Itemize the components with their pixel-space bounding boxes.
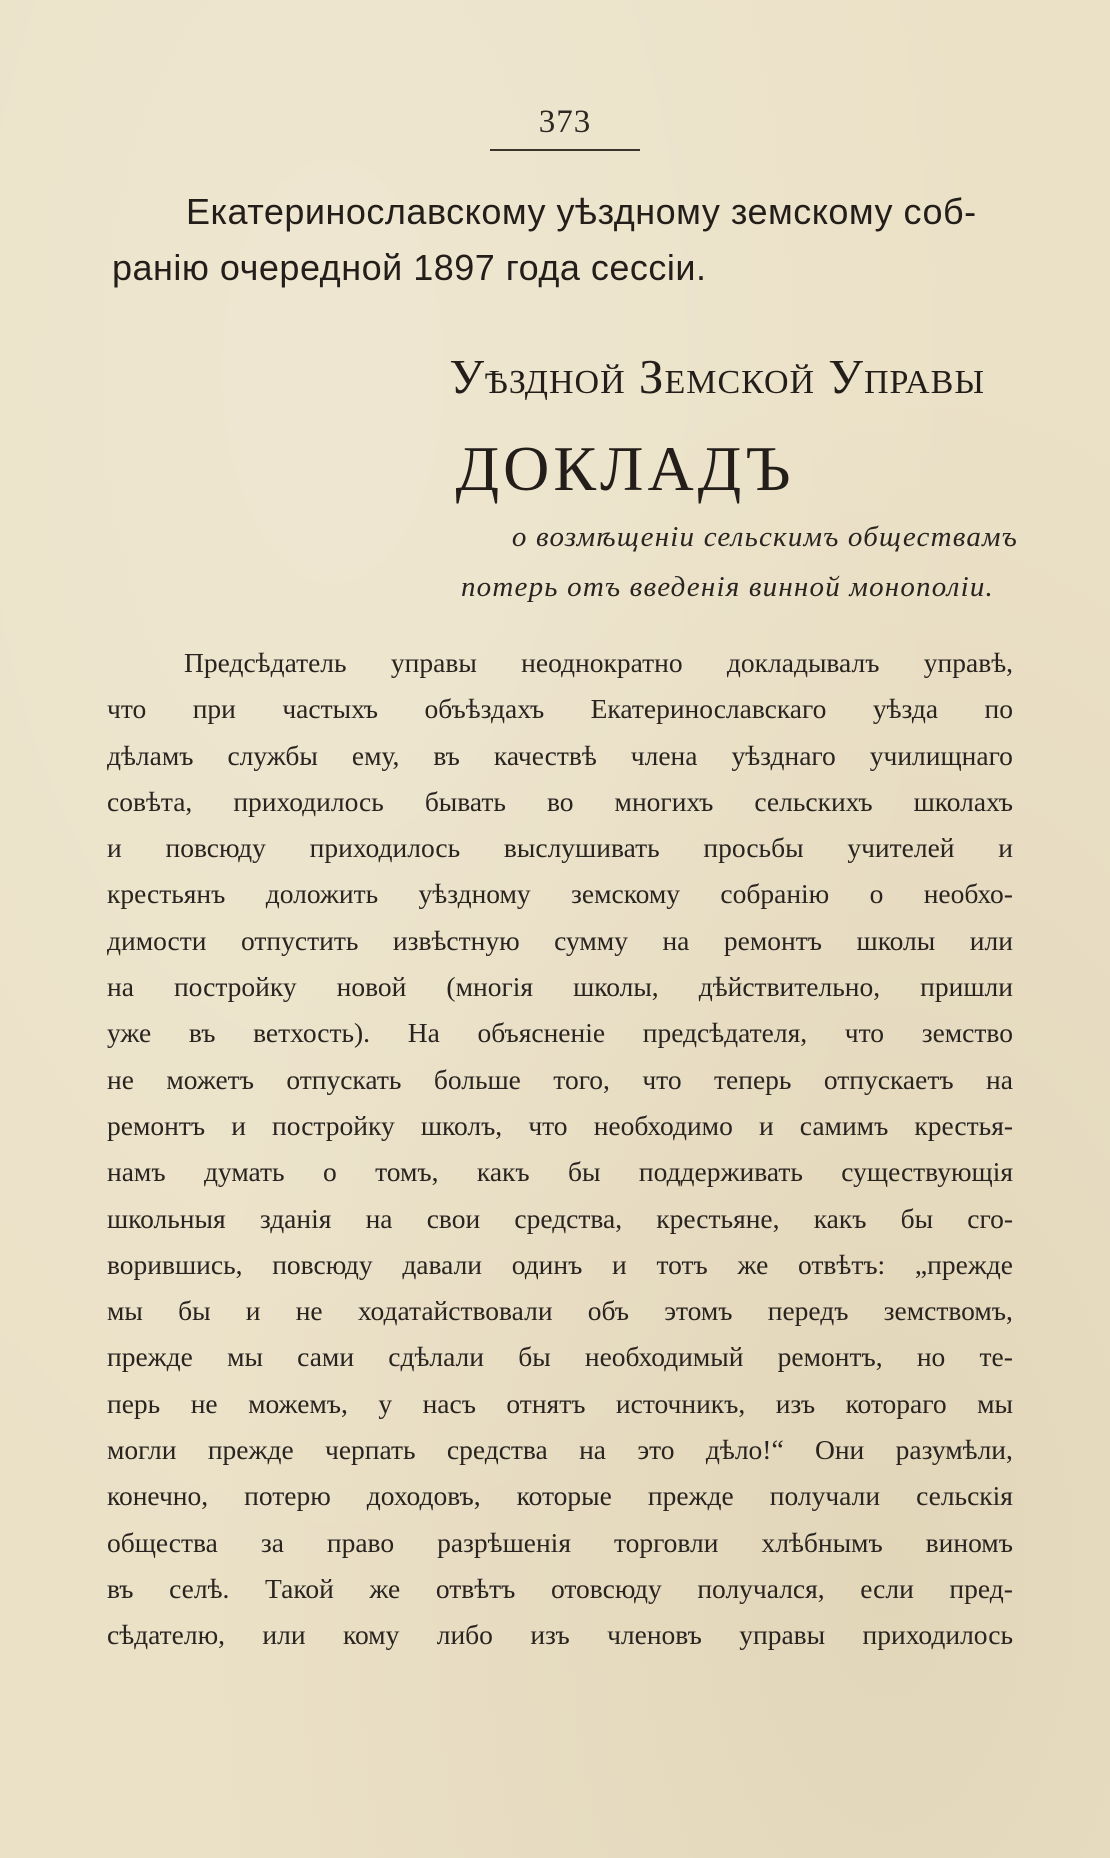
body-word: дѣло!“ [705, 1434, 784, 1466]
body-word: того, [553, 1063, 610, 1095]
body-word: крестья- [914, 1109, 1013, 1141]
body-text [107, 640, 1013, 1659]
body-word: этомъ [664, 1295, 733, 1327]
body-word: на [579, 1434, 607, 1466]
body-word: членовъ [607, 1619, 702, 1651]
body-word: же [369, 1572, 401, 1604]
body-word: постройку [173, 971, 297, 1003]
body-word: не [295, 1295, 323, 1327]
body-word: объ [587, 1295, 630, 1327]
body-word: прежде [107, 1341, 193, 1373]
body-word: отнятъ [506, 1387, 586, 1419]
body-word: бы [568, 1156, 601, 1188]
body-line [107, 1473, 1013, 1519]
body-word: новой [336, 971, 407, 1003]
body-word: собранію [720, 878, 830, 910]
body-word: отвѣтъ [435, 1572, 516, 1604]
body-word: за [260, 1526, 284, 1558]
body-word: доходовъ, [366, 1480, 481, 1512]
body-word: что [642, 1063, 682, 1095]
body-word: можемъ, [248, 1387, 348, 1419]
body-word: при [192, 693, 236, 725]
body-word: на [365, 1202, 393, 1234]
body-word: средства [446, 1434, 548, 1466]
body-word: дѣламъ [107, 739, 194, 771]
addressee-heading [112, 184, 1012, 296]
body-word: школъ, [420, 1109, 503, 1141]
body-word: во [546, 785, 574, 817]
body-word: источникъ, [615, 1387, 746, 1419]
body-word: земствомъ, [883, 1295, 1013, 1327]
body-word: школьныя [107, 1202, 226, 1234]
body-word: или [969, 924, 1013, 956]
body-word: и [998, 832, 1013, 864]
body-word: средства, [514, 1202, 623, 1234]
body-word: ремонтъ [723, 924, 822, 956]
body-word: зданія [259, 1202, 332, 1234]
body-word: котораго [845, 1387, 947, 1419]
body-word: школы [856, 924, 936, 956]
body-word: можетъ [166, 1063, 254, 1095]
body-line [107, 1149, 1013, 1195]
body-line [107, 1381, 1013, 1427]
body-line [107, 1242, 1013, 1288]
body-word: разрѣшенія [437, 1526, 571, 1558]
body-word: Предсѣдатель [184, 647, 347, 678]
subject-line-1: о возмѣщеніи сельскимъ обществамъ [511, 521, 1018, 553]
body-line [107, 1520, 1013, 1566]
body-word: хлѣбнымъ [761, 1526, 883, 1558]
body-word: на [662, 924, 690, 956]
body-line [107, 1057, 1013, 1103]
body-word: неоднократно [521, 647, 683, 678]
body-word: земство [921, 1017, 1013, 1049]
body-line [107, 1288, 1013, 1334]
body-line [107, 964, 1013, 1010]
body-word: многихъ [614, 785, 714, 817]
body-line [107, 640, 1013, 686]
body-word: получали [769, 1480, 881, 1512]
body-word: училищнаго [869, 739, 1013, 771]
body-line [107, 1010, 1013, 1056]
body-word: ремонтъ [107, 1109, 206, 1141]
body-word: частыхъ [282, 693, 379, 725]
body-word: „прежде [914, 1248, 1013, 1280]
body-word: если [860, 1572, 914, 1604]
body-word: управы [390, 647, 477, 678]
body-word: извѣстную [392, 924, 520, 956]
body-word: совѣта, [107, 785, 193, 817]
body-word: службы [227, 739, 318, 771]
body-word: докладывалъ [726, 647, 880, 678]
body-word: и [612, 1248, 627, 1280]
body-word: селѣ. [169, 1572, 230, 1604]
body-word: больше [433, 1063, 521, 1095]
body-word: крестьянъ [107, 878, 226, 910]
body-word: существующія [841, 1156, 1013, 1188]
body-word: приходилось [862, 1619, 1013, 1651]
body-word: и [245, 1295, 261, 1327]
body-word: приходилось [233, 785, 384, 817]
body-word: сельскихъ [754, 785, 873, 817]
body-word: право [326, 1526, 395, 1558]
body-word: На [407, 1017, 440, 1049]
body-word: тотъ [656, 1248, 708, 1280]
body-word: управѣ, [923, 647, 1013, 678]
body-word: насъ [422, 1387, 476, 1419]
body-word: изъ [775, 1387, 816, 1419]
body-word: изъ [530, 1619, 570, 1651]
body-word: ворившись, [107, 1248, 243, 1280]
body-word: виномъ [925, 1526, 1013, 1558]
body-word: одинъ [511, 1248, 583, 1280]
subject-line-2: потерь отъ введенія винной монополіи. [460, 571, 994, 603]
body-word: бывать [424, 785, 506, 817]
body-line [107, 1612, 1013, 1658]
body-line [107, 1427, 1013, 1473]
body-word: управы [739, 1619, 826, 1651]
body-line [107, 1103, 1013, 1149]
body-word: конечно, [107, 1480, 209, 1512]
body-word: (многія [446, 971, 534, 1003]
body-word: объясненіе [477, 1017, 606, 1049]
body-word: сами [297, 1341, 355, 1373]
body-word: что [528, 1109, 568, 1141]
body-line [107, 918, 1013, 964]
body-word: земскому [571, 878, 681, 910]
body-word: повсюду [165, 832, 266, 864]
body-word: перь [107, 1387, 161, 1419]
body-word: дѣйствительно, [698, 971, 881, 1003]
body-word: мы [227, 1341, 263, 1373]
body-word: и [758, 1109, 774, 1141]
body-word: и [231, 1109, 246, 1141]
body-word: мы [977, 1387, 1013, 1419]
body-word: постройку [272, 1109, 395, 1141]
body-word: же [737, 1248, 769, 1280]
body-word: объѣздахъ [424, 693, 545, 725]
body-line [107, 1334, 1013, 1380]
body-word: мы [107, 1295, 143, 1327]
body-word: либо [436, 1619, 493, 1651]
body-word: отпускать [286, 1063, 402, 1095]
body-word: отвѣтъ: [798, 1248, 886, 1280]
body-word: намъ [107, 1156, 166, 1188]
header-rule [490, 149, 640, 151]
body-word: Екатеринославскаго [590, 693, 827, 725]
body-word: разумѣли, [895, 1434, 1013, 1466]
body-word: бы [518, 1341, 551, 1373]
body-word: о [869, 878, 884, 910]
body-word: школахъ [913, 785, 1013, 817]
body-word: прежде [207, 1434, 294, 1466]
body-word: сѣдателю, [107, 1619, 225, 1651]
body-line [107, 871, 1013, 917]
body-word: предсѣдателя, [642, 1017, 808, 1049]
body-line [107, 686, 1013, 732]
body-word: ветхость). [253, 1017, 371, 1049]
body-word: ремонтъ, [777, 1341, 883, 1373]
body-word: пред- [949, 1572, 1013, 1604]
body-word: необхо- [923, 878, 1013, 910]
body-word: торговли [613, 1526, 719, 1558]
body-word: Они [814, 1434, 865, 1466]
body-word: приходилось [309, 832, 461, 864]
addressee-line-2: ранію очередной 1897 года сессіи. [112, 247, 707, 288]
body-word: ему, [351, 739, 400, 771]
body-word: поддерживать [638, 1156, 803, 1188]
addressee-line-1: Екатеринославскому уѣздному земскому соб- [186, 191, 977, 232]
body-line [107, 779, 1013, 825]
body-word: просьбы [703, 832, 804, 864]
body-line [107, 733, 1013, 779]
body-word: на [107, 971, 134, 1003]
body-word: могли [107, 1434, 177, 1466]
body-word: думать [203, 1156, 285, 1188]
body-line [107, 1196, 1013, 1242]
body-word: черпать [325, 1434, 416, 1466]
body-word: на [985, 1063, 1013, 1095]
body-word: общества [107, 1526, 218, 1558]
body-word: и [107, 832, 122, 864]
body-word: передъ [767, 1295, 849, 1327]
body-word: въ [188, 1017, 216, 1049]
report-title: ДОКЛАДЪ [455, 433, 795, 504]
body-word: какъ [813, 1202, 867, 1234]
board-heading: Уѣздной Земской Управы [449, 349, 985, 404]
body-word: необходимо [593, 1109, 733, 1141]
body-word: сго- [967, 1202, 1013, 1234]
page-number: 373 [538, 104, 592, 140]
body-word: отпускаетъ [823, 1063, 954, 1095]
body-word: уѣзднаго [731, 739, 836, 771]
body-word: не [190, 1387, 218, 1419]
body-word: качествѣ [493, 739, 597, 771]
body-word: о [322, 1156, 337, 1188]
body-word: ходатайствовали [357, 1295, 553, 1327]
body-word: томъ, [375, 1156, 439, 1188]
body-word: у [378, 1387, 393, 1419]
body-word: те- [979, 1341, 1013, 1373]
body-word: но [916, 1341, 946, 1373]
body-word: что [844, 1017, 885, 1049]
body-line [107, 1566, 1013, 1612]
body-line [107, 825, 1013, 871]
body-word: повсюду [272, 1248, 373, 1280]
body-word: димости [107, 924, 207, 956]
body-word: сельскія [916, 1480, 1013, 1512]
body-word: уже [107, 1017, 152, 1049]
body-word: или [262, 1619, 306, 1651]
body-word: уѣздному [418, 878, 531, 910]
body-word: что [107, 693, 147, 725]
body-word: по [984, 693, 1013, 725]
body-word: это [637, 1434, 675, 1466]
body-word: уѣзда [872, 693, 939, 725]
body-word: крестьяне, [656, 1202, 780, 1234]
body-word: учителей [847, 832, 955, 864]
body-word: сдѣлали [388, 1341, 484, 1373]
body-word: самимъ [799, 1109, 889, 1141]
body-word: отовсюду [551, 1572, 662, 1604]
body-word: Такой [265, 1572, 334, 1604]
body-word: давали [402, 1248, 483, 1280]
body-word: члена [630, 739, 698, 771]
body-word: необходимый [584, 1341, 744, 1373]
body-word: выслушивать [503, 832, 660, 864]
body-word: прежде [647, 1480, 734, 1512]
body-word: бы [178, 1295, 211, 1327]
body-word: теперь [714, 1063, 792, 1095]
body-word: въ [107, 1572, 134, 1604]
body-word: пришли [920, 971, 1013, 1003]
body-word: которые [516, 1480, 612, 1512]
body-word: потерю [244, 1480, 331, 1512]
body-word: какъ [476, 1156, 530, 1188]
body-word: въ [433, 739, 460, 771]
body-word: свои [426, 1202, 481, 1234]
body-word: сумму [554, 924, 628, 956]
body-word: школы, [573, 971, 659, 1003]
body-word: получался, [697, 1572, 825, 1604]
body-word: доложить [265, 878, 379, 910]
body-word: бы [900, 1202, 934, 1234]
body-word: кому [342, 1619, 400, 1651]
body-word: отпустить [241, 924, 359, 956]
body-word: не [107, 1063, 134, 1095]
